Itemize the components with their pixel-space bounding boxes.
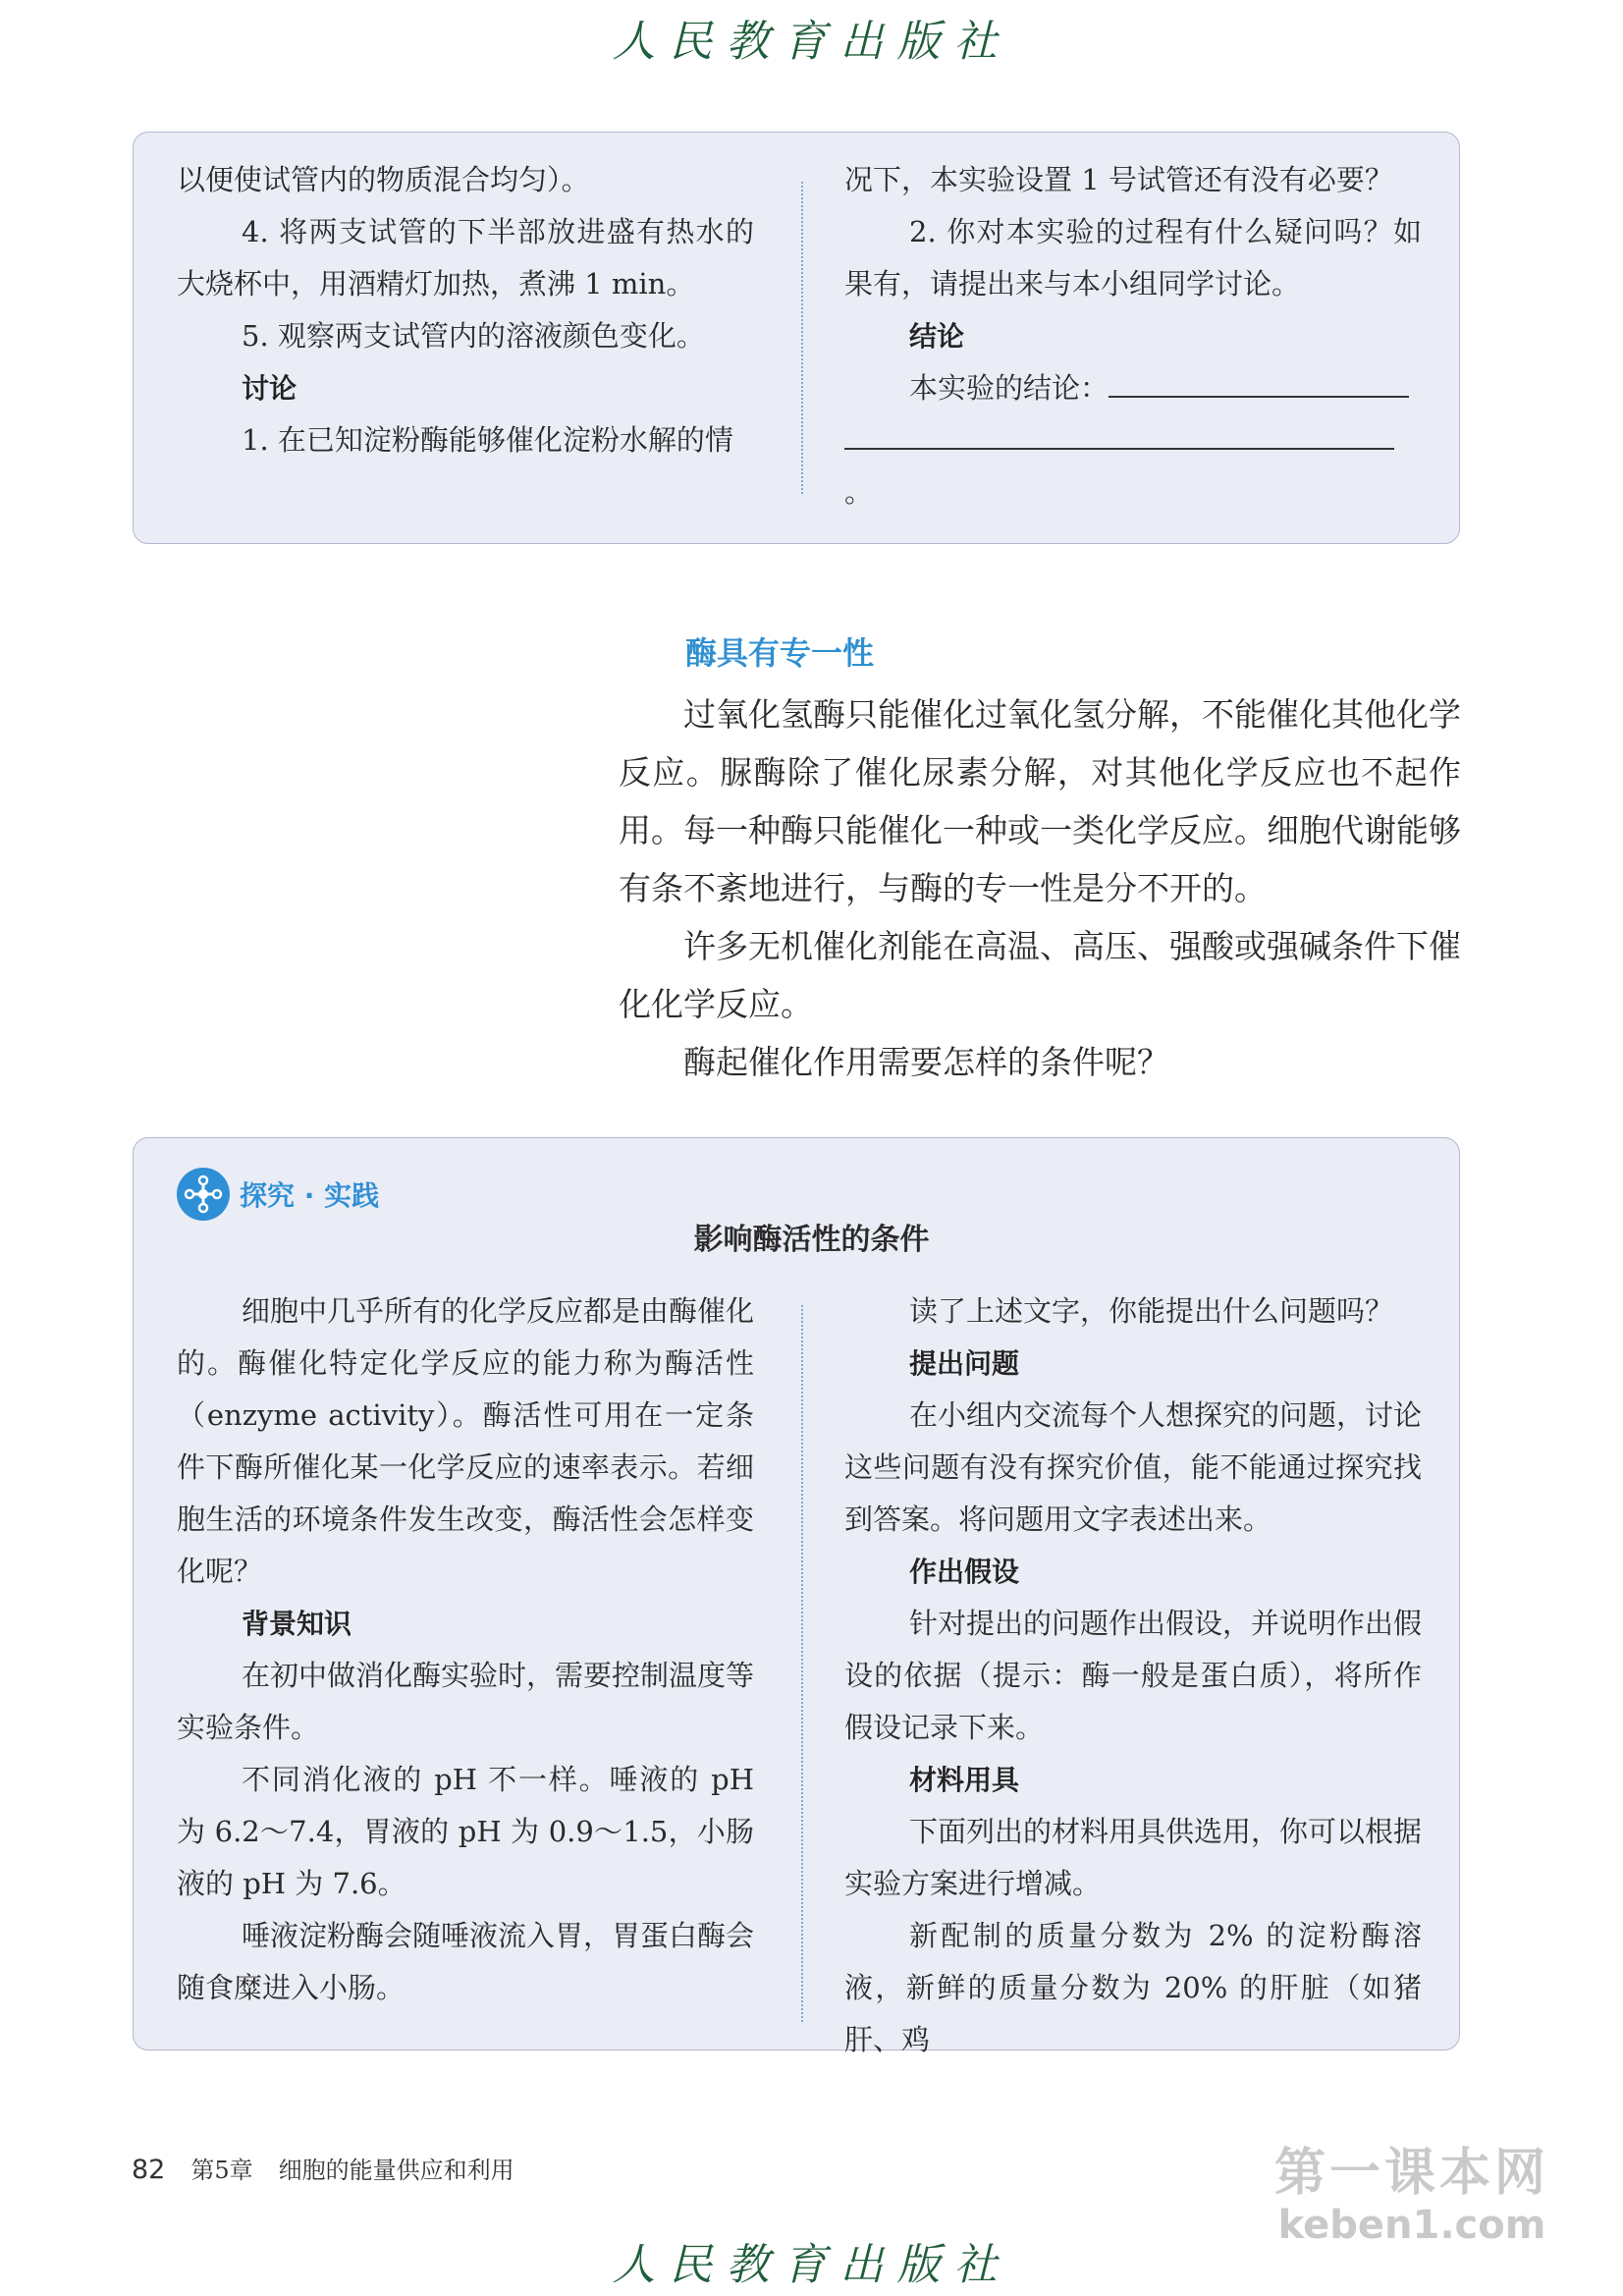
box1-line-1: 以便使试管内的物质混合均匀）。 (177, 163, 590, 196)
materials-heading: 材料用具 (909, 1764, 1020, 1796)
box2-left-column (177, 1285, 754, 2014)
box1-step-5: 5. 观察两支试管内的溶液颜色变化。 (242, 319, 705, 353)
background-paragraph-2: 不同消化液的 pH 不一样。唾液的 pH 为 6.2～7.4，胃液的 pH 为 0.9～1.5，小肠液的 pH 为 7.6。 (177, 1763, 754, 1900)
ask-question-heading: 提出问题 (909, 1347, 1020, 1380)
site-watermark-name: 第一课本网 (1274, 2144, 1550, 2203)
page-number: 82 (132, 2155, 166, 2185)
inquiry-badge-label: 探究 · 实践 (240, 1179, 380, 1212)
discussion-q2: 2. 你对本实验的过程有什么疑问吗？如果有，请提出来与本小组同学讨论。 (844, 215, 1422, 301)
inquiry-badge (177, 1167, 379, 1222)
box1-step-4: 4. 将两支试管的下半部放进盛有热水的大烧杯中，用酒精灯加热，煮沸 1 min。 (177, 215, 754, 301)
publisher-watermark-top: 人民教育出版社 (612, 17, 1011, 67)
background-heading: 背景知识 (242, 1608, 352, 1640)
prompt-paragraph: 读了上述文字，你能提出什么问题吗？ (909, 1294, 1394, 1328)
chapter-title: 细胞的能量供应和利用 (278, 2157, 514, 2184)
conclusion-label: 本实验的结论： (909, 371, 1109, 405)
section-body-specificity (619, 685, 1461, 1091)
site-watermark-domain: keben1.com (1277, 2203, 1546, 2248)
box2-right-column (844, 1285, 1422, 2066)
discussion-heading: 讨论 (242, 372, 298, 405)
discussion-q1: 1. 在已知淀粉酶能够催化淀粉水解的情 (242, 423, 733, 457)
box1-left-column (177, 154, 754, 466)
specificity-paragraph-2: 许多无机催化剂能在高温、高压、强酸或强碱条件下催化化学反应。 (619, 927, 1461, 1023)
column-divider (801, 1305, 803, 2022)
hypothesis-heading: 作出假设 (909, 1556, 1020, 1588)
experiment-box-continued (133, 132, 1460, 544)
intro-paragraph: 细胞中几乎所有的化学反应都是由酶催化的。酶催化特定化学反应的能力称为酶活性（enzyme activity）。酶活性可用在一定条件下酶所催化某一化学反应的速率表示。若细胞生活的环境条件发生改变，酶活性会怎样变化呢？ (177, 1294, 755, 1588)
discussion-q1-cont: 况下，本实验设置 1 号试管还有没有必要？ (844, 163, 1393, 196)
background-paragraph-3: 唾液淀粉酶会随唾液流入胃，胃蛋白酶会随食糜进入小肠。 (177, 1919, 755, 2004)
inquiry-practice-box (133, 1137, 1460, 2056)
inquiry-title: 影响酶活性的条件 (693, 1223, 930, 1257)
hypothesis-paragraph: 针对提出的问题作出假设，并说明作出假设的依据（提示：酶一般是蛋白质），将所作假设记录下来。 (844, 1607, 1423, 1744)
box1-right-column (844, 154, 1422, 519)
conclusion-blank-2[interactable] (844, 418, 1394, 450)
page-footer (132, 2151, 514, 2185)
conclusion-line (844, 362, 1422, 414)
materials-paragraph-1: 下面列出的材料用具供选用，你可以根据实验方案进行增减。 (844, 1815, 1423, 1900)
background-paragraph-1: 在初中做消化酶实验时，需要控制温度等实验条件。 (177, 1659, 755, 1744)
conclusion-blank-1[interactable] (1109, 366, 1409, 398)
conclusion-line-2 (844, 414, 1422, 519)
specificity-paragraph-3: 酶起催化作用需要怎样的条件呢？ (683, 1043, 1169, 1081)
conclusion-end: 。 (844, 475, 874, 509)
column-divider (801, 182, 803, 494)
publisher-watermark-bottom: 人民教育出版社 (612, 2240, 1011, 2290)
chapter-number: 第5章 (190, 2157, 253, 2184)
materials-paragraph-2: 新配制的质量分数为 2% 的淀粉酶溶液，新鲜的质量分数为 20% 的肝脏（如猪肝、鸡 (844, 1919, 1422, 2056)
section-title-specificity: 酶具有专一性 (685, 634, 875, 672)
ask-question-paragraph: 在小组内交流每个人想探究的问题，讨论这些问题有没有探究价值，能不能通过探究找到答案。将问题用文字表述出来。 (844, 1398, 1423, 1536)
conclusion-heading: 结论 (909, 320, 965, 353)
specificity-paragraph-1: 过氧化氢酶只能催化过氧化氢分解，不能催化其他化学反应。脲酶除了催化尿素分解，对其他化学反应也不起作用。每一种酶只能催化一种或一类化学反应。细胞代谢能够有条不紊地进行，与酶的专一性是分不开的。 (619, 695, 1461, 907)
molecule-icon (177, 1168, 230, 1221)
